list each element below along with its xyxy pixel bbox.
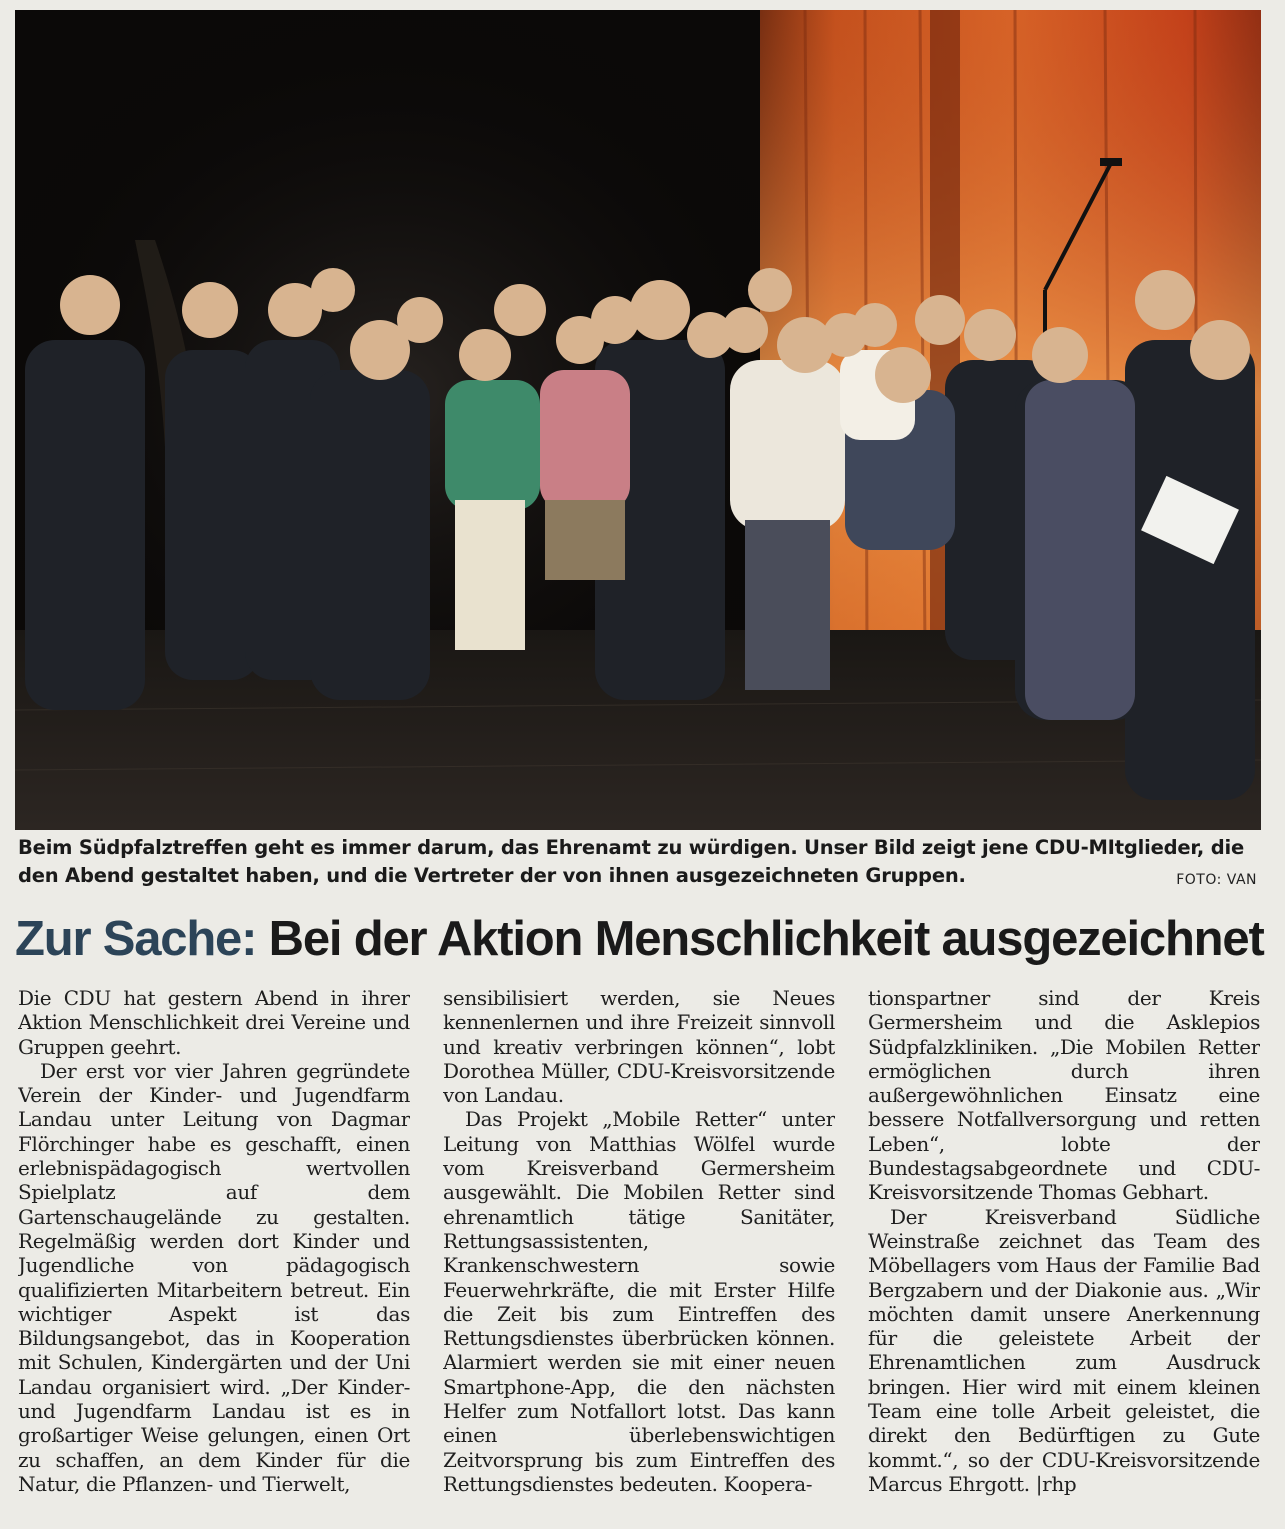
article-column-1 [18, 986, 410, 1526]
article-body [18, 986, 1260, 1526]
group-photo [15, 10, 1261, 830]
paragraph: Die CDU hat gestern Abend in ihrer Aktion Menschlichkeit drei Vereine und Gruppen geehrt. [18, 986, 410, 1059]
photo-caption: Beim Südpfalztreffen geht es immer darum, das Ehrenamt zu würdigen. Unser Bild zeigt jene CDU-MItglieder, die den Abend gestaltet haben, und die Vertreter der von ihnen ausgezeichneten Gruppen. [18, 836, 1245, 887]
article-column-3 [868, 986, 1260, 1526]
paragraph: Der Kreisverband Südliche Weinstraße zeichnet das Team des Möbellagers vom Haus der Familie Bad Bergzabern und der Diakonie aus. „Wir möchten damit unsere Anerkennung für die geleistete Arbeit der Ehrenamtlichen zum Ausdruck bringen. Hier wird mit einem kleinen Team eine tolle Arbeit geleistet, die direkt den Bedürftigen zu Gute kommt.“, so der CDU-Kreisvorsitzende Marcus Ehrgott. |rhp [868, 1204, 1260, 1496]
paragraph: sensibilisiert werden, sie Neues kennenlernen und ihre Freizeit sinnvoll und kreativ verbringen können“, lobt Dorothea Müller, CDU-Kreisvorsitzende von Landau. [443, 986, 835, 1108]
headline [15, 906, 1265, 972]
photo-credit: FOTO: VAN [1176, 872, 1257, 888]
paragraph: tionspartner sind der Kreis Germersheim und die Asklepios Südpfalzkliniken. „Die Mobilen Retter ermöglichen durch ihren außergewöhnlichen Einsatz eine bessere Notfallversorgung und retten Leben“, lobte der Bundestagsabgeordnete und CDU-Kreisvorsitzende Thomas Gebhart. [868, 986, 1260, 1205]
headline-kicker: Zur Sache: [15, 912, 257, 966]
article-column-2 [443, 986, 835, 1526]
paragraph: Das Projekt „Mobile Retter“ unter Leitung von Matthias Wölfel wurde vom Kreisverband Germersheim ausgewählt. Die Mobilen Retter sind ehrenamtlich tätige Sanitäter, Rettungsassistenten, Krankenschwestern sowie Feuerwehrkräfte, die mit Erster Hilfe die Zeit bis zum Eintreffen des Rettungsdienstes überbrücken können. Alarmiert werden sie mit einer neuen Smartphone-App, die den nächsten Helfer zum Notfallort lotst. Das kann einen überlebenswichtigen Zeitvorsprung bis zum Eintreffen des Rettungsdienstes bedeuten. Koopera- [443, 1107, 835, 1496]
paragraph: Der erst vor vier Jahren gegründete Verein der Kinder- und Jugendfarm Landau unter Leitung von Dagmar Flörchinger habe es geschafft, einen erlebnispädagogisch wertvollen Spielplatz auf dem Gartenschaugelände zu gestalten. Regelmäßig werden dort Kinder und Jugendliche von pädagogisch qualifizierten Mitarbeitern betreut. Ein wichtiger Aspekt ist das Bildungsangebot, das in Kooperation mit Schulen, Kindergärten und der Uni Landau organisiert wird. „Der Kinder- und Jugendfarm Landau ist es in großartiger Weise gelungen, einen Ort zu schaffen, an dem Kinder für die Natur, die Pflanzen- und Tierwelt, [18, 1058, 410, 1496]
headline-title: Bei der Aktion Menschlichkeit ausgezeichnet [268, 912, 1264, 966]
stage-photo-illustration [15, 10, 1261, 830]
